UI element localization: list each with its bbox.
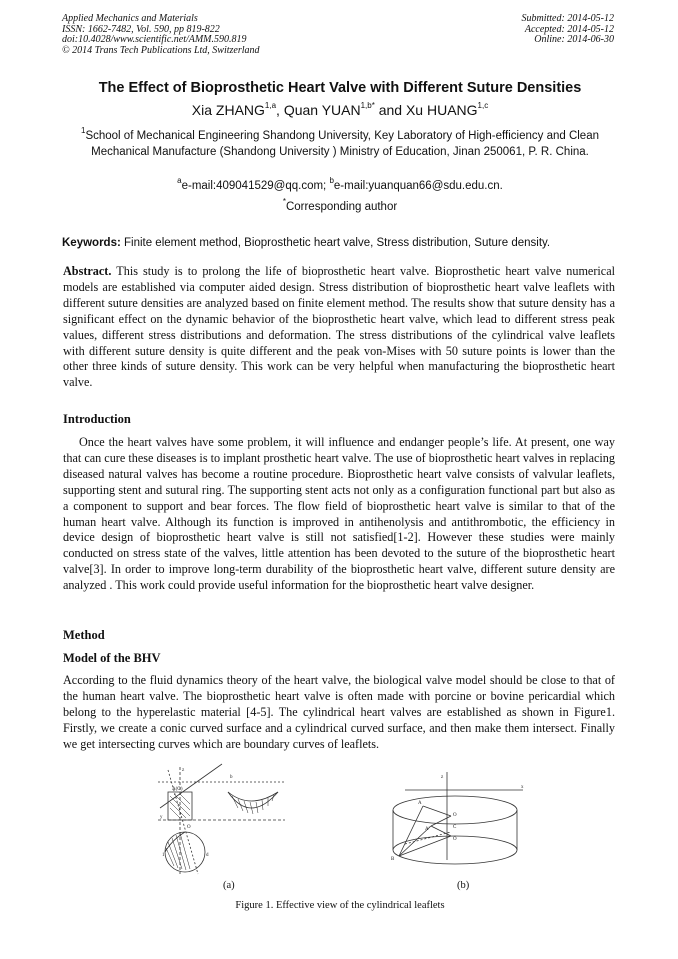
- method-heading: Method: [63, 628, 105, 642]
- affiliation-text: School of Mechanical Engineering Shandong University, Key Laboratory of High-efficiency and Clean Mechanical Manufacture (Shandong University ) Ministry of Education, Jinan 250061, P. R. China.: [85, 130, 599, 158]
- author-name: Quan YUAN: [283, 102, 361, 118]
- paper-title: The Effect of Bioprosthetic Heart Valve with Different Suture Densities: [98, 80, 582, 96]
- affiliation: [60, 128, 620, 160]
- method-text: According to the fluid dynamics theory of the heart valve, the biological valve model should be close to that of the human heart valve. The bioprosthetic heart valve is often made with porcine or bovine pericardial which belong to the hyperelastic material [4-5]. The cylindrical heart valves are established as shown in Figure1. Firstly, we create a conic curved surface and a cylindrical curved surface, and then make them intersect. Finally we get intersecting curves which are boundary curves of leaflets.: [63, 673, 615, 751]
- publication-dates: [522, 14, 615, 46]
- diagram-a-label-o: O: [187, 825, 191, 830]
- model-subheading: Model of the BHV: [63, 651, 161, 665]
- diagram-a-label-1: 1: [162, 853, 165, 858]
- email-mark-b: b: [329, 176, 334, 186]
- diagram-a-label-z: z: [182, 768, 185, 773]
- author-separator: and: [374, 102, 406, 118]
- figure-1b-label: (b): [457, 880, 470, 891]
- author-separator: ,: [276, 102, 284, 118]
- journal-issn: ISSN: 1662-7482, Vol. 590, pp 819-822: [62, 23, 220, 35]
- author-affiliation-mark: 1,b*: [360, 101, 375, 111]
- corresponding-text: Corresponding author: [285, 201, 398, 213]
- figure-1a-diagram: [150, 762, 290, 877]
- diagram-b-label-c: C: [453, 825, 457, 830]
- diagram-b-label-z: z: [441, 775, 444, 780]
- diagram-b-label-o2: O: [453, 837, 457, 842]
- keywords-label: Keywords:: [62, 237, 121, 249]
- author-line: [40, 102, 640, 118]
- abstract-label: Abstract.: [63, 264, 112, 278]
- introduction-heading: Introduction: [63, 412, 131, 426]
- journal-info: [62, 14, 260, 56]
- introduction-text: Once the heart valves have some problem, it will influence and endanger people’s life. At present, one way that can cure these diseases is to implant prosthetic heart valve. The use of bioprosthetic heart valves in replacing diseased natural valves has become a routine procedure. Bioprosthetic heart valve consists of valvular leaflets, supporting stent and sutural ring. The supporting stent acts not only as a configuration functional part but also as a component to support and bear forces. The flow field of bioprosthetic heart valve is similar to that of the human heart valve. Although its function is improved in antihenolysis and antithrombotic, the efficiency in device design of bioprosthetic heart valve is still not satisfied[1-2]. However these studies were mainly conducted on stress state of the valves, little attention has been devoted to the suture of the bioprosthetic heart valve[3]. In order to improve long-term durability of the bioprosthetic heart valve, different suture density are analyzed . This work could provide useful information for the bioprosthetic heart valve designer.: [63, 435, 615, 593]
- submitted-date: Submitted: 2014-05-12: [521, 13, 614, 24]
- figure-1a-label: (a): [223, 880, 235, 891]
- diagram-a-label-b: b: [230, 775, 233, 780]
- affiliation-mark: 1: [81, 126, 86, 136]
- diagram-a-label-y: y: [160, 815, 163, 820]
- author-affiliation-mark: 1,a: [264, 101, 277, 111]
- diagram-b-label-o1: O: [453, 813, 457, 818]
- email-a: e-mail:409041529@qq.com;: [181, 180, 330, 192]
- figure-1-caption: Figure 1. Effective view of the cylindrical leaflets: [235, 900, 445, 911]
- journal-name: Applied Mechanics and Materials: [62, 13, 198, 24]
- online-date: Online: 2014-06-30: [534, 34, 614, 45]
- author-name: Xia ZHANG: [191, 102, 265, 118]
- journal-copyright: © 2014 Trans Tech Publications Ltd, Switzerland: [62, 44, 260, 56]
- corresponding-note: [40, 197, 640, 213]
- keywords: [62, 237, 622, 249]
- email-b: e-mail:yuanquan66@sdu.edu.cn.: [333, 180, 503, 192]
- corresponding-mark: *: [282, 197, 286, 207]
- keywords-text: Finite element method, Bioprosthetic heart valve, Stress distribution, Suture density.: [120, 237, 551, 249]
- journal-doi: doi:10.4028/www.scientific.net/AMM.590.819: [62, 34, 247, 45]
- author-name: Xu HUANG: [405, 102, 478, 118]
- diagram-b-label-x: x: [521, 785, 524, 790]
- diagram-b-label-a: A: [418, 801, 422, 806]
- email-line: [40, 176, 640, 192]
- abstract-text: This study is to prolong the life of bioprosthetic heart valve. Bioprosthetic heart valve numerical models are established via computer aided design. Stress distribution of bioprosthetic heart valve leaflets with different suture densities are analyzed based on finite element method. The results show that suture density has a significant effect on the dynamic behavior of the bioprosthetic heart valve, which lead to different stress peak values, different stress distributions and deformation. The stress distributions of the cylindrical valve leaflets with different suture density is quite different and the peak von-Mises with 50 suture points is lower than the other three kinds of suture density. This work can be very helpful when manufacturing the bioprosthetic heart valve.: [63, 264, 615, 390]
- email-mark-a: a: [177, 176, 182, 186]
- diagram-a-label-ao: A(O): [172, 787, 183, 792]
- accepted-date: Accepted: 2014-05-12: [524, 23, 614, 35]
- abstract: [63, 264, 615, 391]
- diagram-b-label-b: B: [391, 857, 395, 862]
- diagram-a-label-d: d: [206, 853, 209, 858]
- author-affiliation-mark: 1,c: [477, 101, 489, 111]
- figure-1b-diagram: [385, 770, 530, 878]
- diagram-b-label-a2: A': [425, 827, 430, 832]
